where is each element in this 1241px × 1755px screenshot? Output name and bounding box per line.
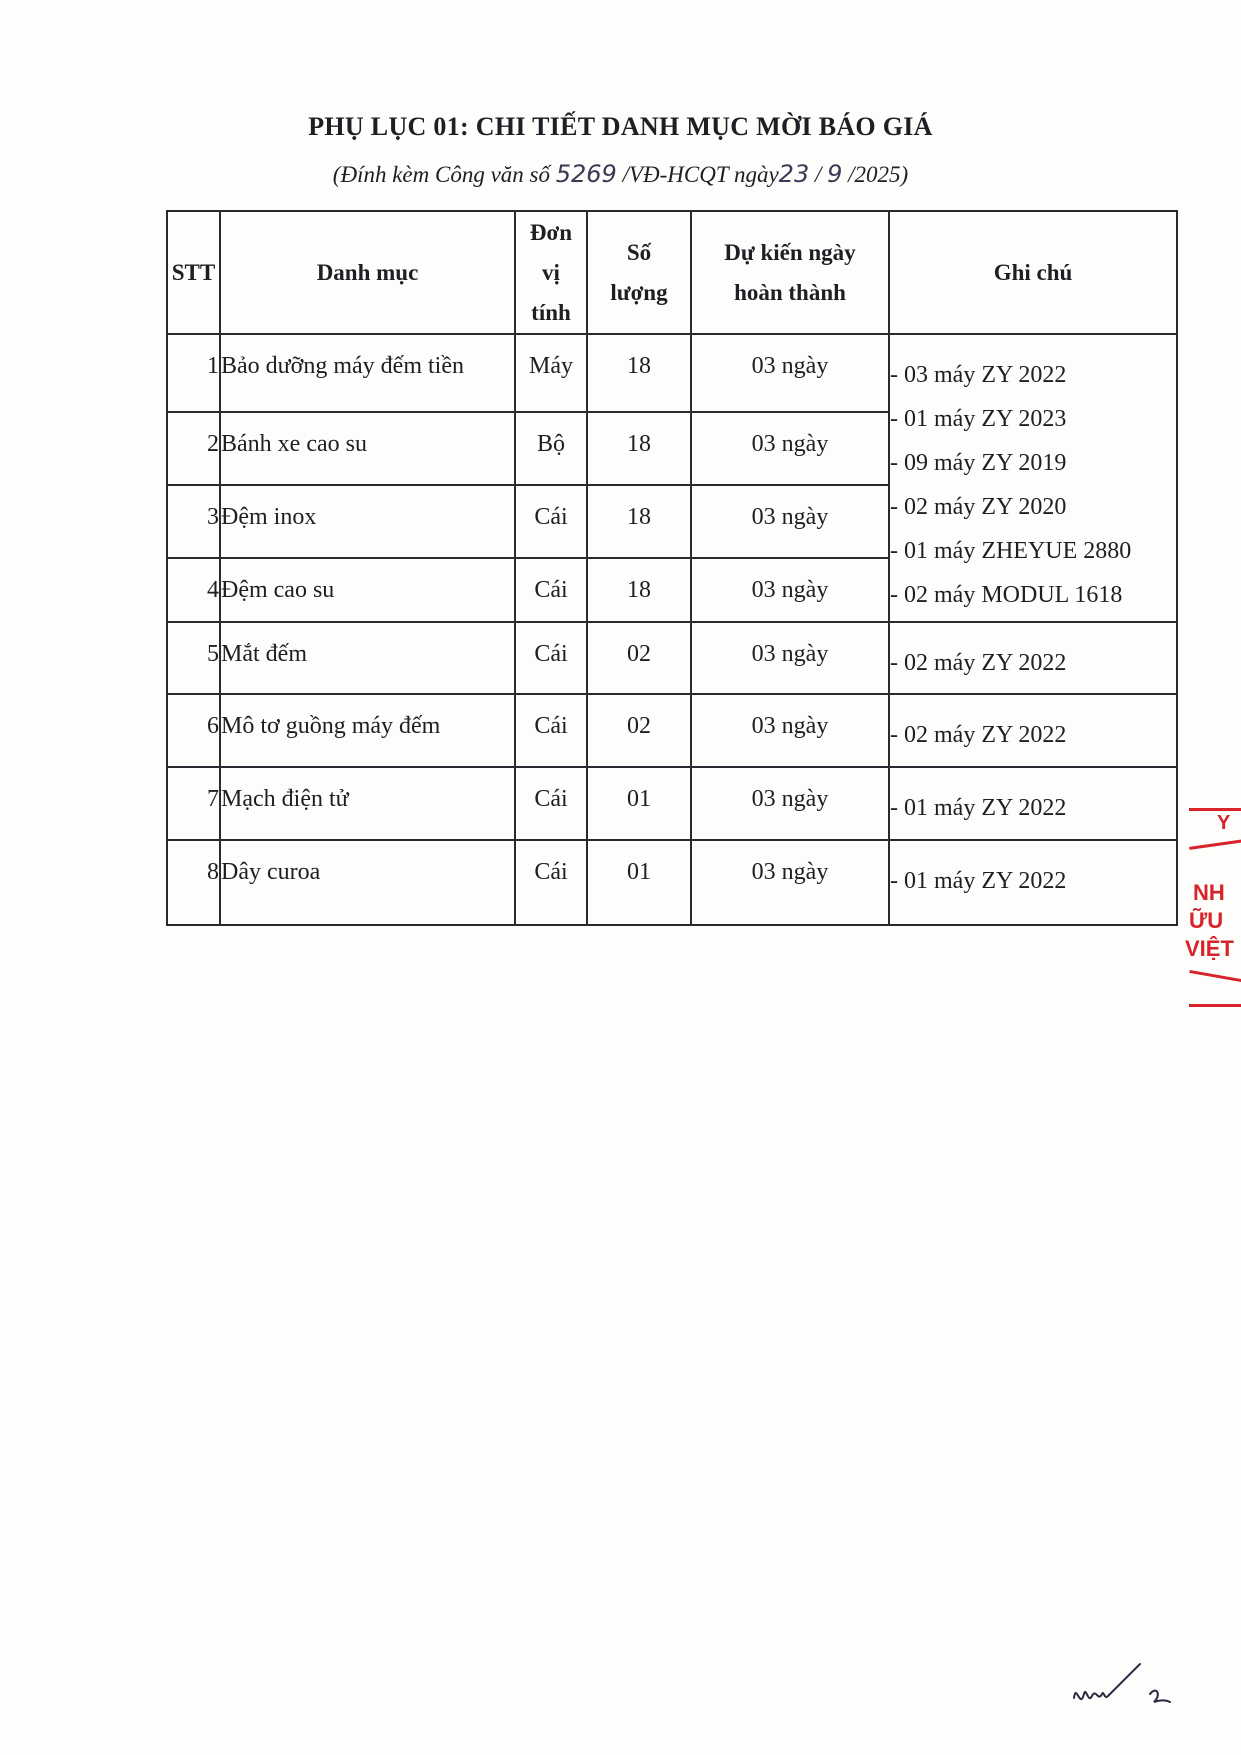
cell-date: 03 ngày [691, 767, 889, 840]
seal-text: ỮU [1189, 908, 1224, 933]
cell-date: 03 ngày [691, 694, 889, 767]
cell-qty: 02 [587, 694, 691, 767]
cell-date: 03 ngày [691, 334, 889, 412]
cell-item: Bảo dưỡng máy đếm tiền [220, 334, 515, 412]
seal-arc [1189, 808, 1241, 811]
subtitle-mid: /VĐ-HCQT ngày [616, 162, 779, 187]
cell-unit: Cái [515, 485, 587, 558]
header-qty [587, 211, 691, 334]
cell-date: 03 ngày [691, 485, 889, 558]
note-line: - 02 máy MODUL 1618 [890, 582, 1123, 608]
note-line: - 01 máy ZY 2023 [890, 406, 1067, 432]
header-note: Ghi chú [889, 211, 1177, 334]
header-date-line: hoàn thành [734, 279, 846, 305]
note-line: - 09 máy ZY 2019 [890, 450, 1067, 476]
cell-item: Bánh xe cao su [220, 412, 515, 485]
seal-arc [1189, 970, 1241, 985]
header-item: Danh mục [220, 211, 515, 334]
item-table [166, 210, 1178, 926]
handwritten-month: 9 [827, 160, 843, 188]
subtitle-prefix: (Đính kèm Công văn số [332, 162, 556, 187]
cell-unit: Cái [515, 694, 587, 767]
document-title: PHỤ LỤC 01: CHI TIẾT DANH MỤC MỜI BÁO GIÁ [308, 112, 933, 141]
header-unit-line: tính [531, 299, 571, 325]
handwritten-day: 23 [778, 160, 810, 188]
cell-note: - 02 máy ZY 2022 [889, 622, 1177, 694]
cell-stt: 6 [167, 694, 220, 767]
cell-qty: 18 [587, 558, 691, 622]
cell-unit: Cái [515, 558, 587, 622]
handwritten-doc-number: 5269 [555, 160, 617, 188]
table-row [167, 840, 1177, 925]
seal-text: NH [1193, 880, 1225, 905]
subtitle-sep: / [809, 162, 828, 187]
cell-unit: Cái [515, 767, 587, 840]
subtitle-suffix: /2025) [842, 162, 909, 187]
table-row [167, 694, 1177, 767]
cell-unit: Bộ [515, 412, 587, 485]
cell-item: Mô tơ guồng máy đếm [220, 694, 515, 767]
cell-note-merged [889, 334, 1177, 622]
cell-item: Mạch điện tử [220, 767, 515, 840]
cell-qty: 01 [587, 767, 691, 840]
header-unit [515, 211, 587, 334]
header-unit-line: Đơn [529, 219, 573, 245]
red-seal-stamp [1175, 808, 1241, 1028]
cell-stt: 5 [167, 622, 220, 694]
cell-note: - 01 máy ZY 2022 [889, 840, 1177, 925]
cell-qty: 18 [587, 485, 691, 558]
seal-arc [1189, 1004, 1241, 1007]
cell-qty: 18 [587, 412, 691, 485]
cell-unit: Cái [515, 840, 587, 925]
cell-note: - 02 máy ZY 2022 [889, 694, 1177, 767]
seal-text: Y [1217, 812, 1231, 834]
table-row [167, 767, 1177, 840]
cell-qty: 01 [587, 840, 691, 925]
header-date-line: Dự kiến ngày [724, 239, 856, 265]
note-line: - 02 máy ZY 2020 [890, 494, 1067, 520]
cell-note: - 01 máy ZY 2022 [889, 767, 1177, 840]
cell-stt: 2 [167, 412, 220, 485]
cell-stt: 4 [167, 558, 220, 622]
cell-unit: Máy [515, 334, 587, 412]
cell-stt: 3 [167, 485, 220, 558]
seal-arc [1189, 837, 1241, 850]
header-qty-line: Số [626, 239, 652, 265]
seal-text: VIỆT [1185, 936, 1234, 961]
cell-qty: 02 [587, 622, 691, 694]
header-unit-line: vị [542, 259, 560, 285]
document-subtitle [0, 160, 1241, 188]
note-line: - 03 máy ZY 2022 [890, 362, 1067, 388]
header-date [691, 211, 889, 334]
cell-unit: Cái [515, 622, 587, 694]
table-row [167, 334, 1177, 412]
cell-item: Dây curoa [220, 840, 515, 925]
header-stt: STT [167, 211, 220, 334]
handwritten-signature [1070, 1660, 1180, 1720]
cell-date: 03 ngày [691, 840, 889, 925]
note-line: - 01 máy ZHEYUE 2880 [890, 538, 1132, 564]
table-row [167, 622, 1177, 694]
cell-item: Đệm inox [220, 485, 515, 558]
cell-item: Đệm cao su [220, 558, 515, 622]
cell-stt: 8 [167, 840, 220, 925]
cell-date: 03 ngày [691, 412, 889, 485]
cell-stt: 1 [167, 334, 220, 412]
cell-item: Mắt đếm [220, 622, 515, 694]
table-header-row [167, 211, 1177, 334]
header-qty-line: lượng [610, 279, 668, 305]
cell-date: 03 ngày [691, 558, 889, 622]
cell-date: 03 ngày [691, 622, 889, 694]
cell-stt: 7 [167, 767, 220, 840]
cell-qty: 18 [587, 334, 691, 412]
